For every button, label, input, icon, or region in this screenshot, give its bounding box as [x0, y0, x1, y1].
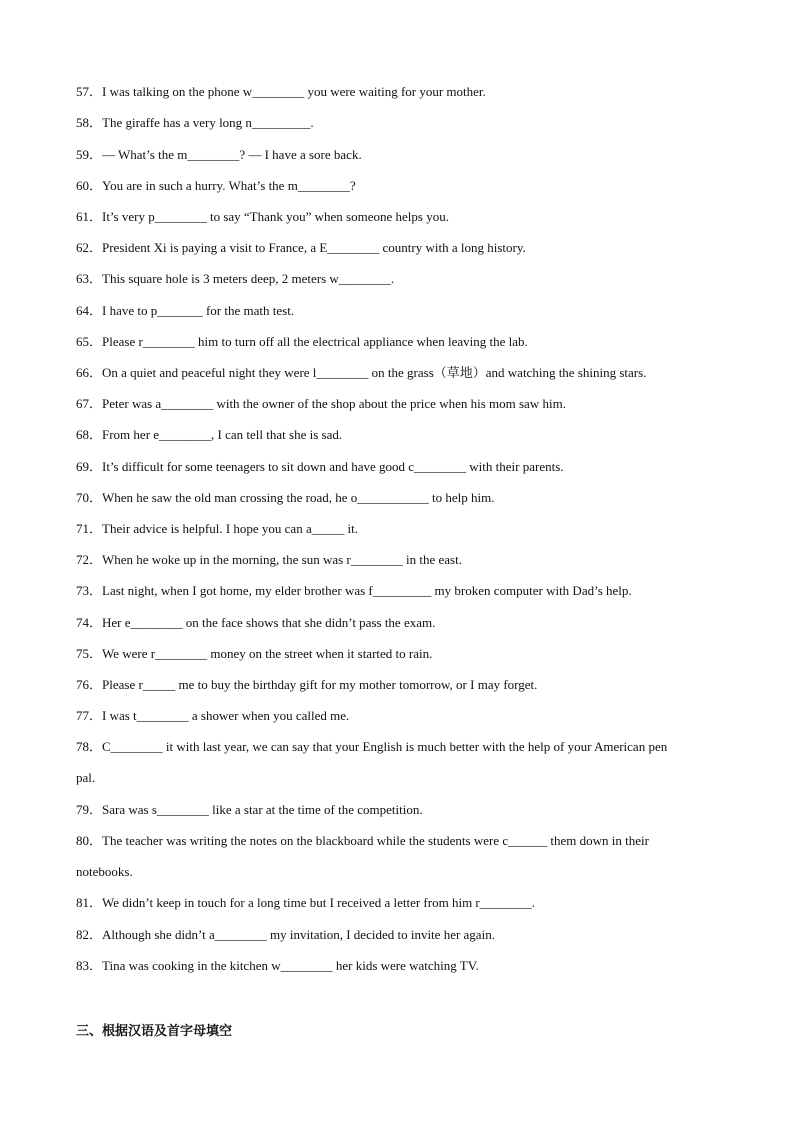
question-74: 74．Her e________ on the face shows that she didn’t pass the exam.: [76, 615, 436, 630]
question-75: 75．We were r________ money on the street when it started to rain.: [76, 646, 433, 661]
question-69: 69．It’s difficult for some teenagers to sit down and have good c________ with their parents.: [76, 459, 564, 474]
question-76: 76．Please r_____ me to buy the birthday gift for my mother tomorrow, or I may forget.: [76, 677, 538, 692]
question-77: 77．I was t________ a shower when you called me.: [76, 708, 350, 723]
question-67: 67．Peter was a________ with the owner of the shop about the price when his mom saw him.: [76, 396, 566, 411]
question-81: 81．We didn’t keep in touch for a long time but I received a letter from him r________.: [76, 895, 536, 910]
question-79: 79．Sara was s________ like a star at the time of the competition.: [76, 802, 423, 817]
question-71: 71．Their advice is helpful. I hope you can a_____ it.: [76, 521, 358, 536]
question-68: 68．From her e________, I can tell that she is sad.: [76, 427, 343, 442]
question-64: 64．I have to p_______ for the math test.: [76, 303, 295, 318]
question-78-continuation: pal.: [76, 770, 96, 785]
section-heading: 三、根据汉语及首字母填空: [76, 1024, 233, 1039]
question-70: 70．When he saw the old man crossing the road, he o___________ to help him.: [76, 490, 495, 505]
question-58: 58．The giraffe has a very long n_________.: [76, 115, 314, 130]
question-80: 80．The teacher was writing the notes on the blackboard while the students were c______ them down in their: [76, 833, 649, 848]
question-61: 61．It’s very p________ to say “Thank you” when someone helps you.: [76, 209, 449, 224]
question-57: 57．I was talking on the phone w________ you were waiting for your mother.: [76, 84, 486, 99]
question-72: 72．When he woke up in the morning, the sun was r________ in the east.: [76, 552, 462, 567]
question-66: 66．On a quiet and peaceful night they were l________ on the grass（草地）and watching the shining stars.: [76, 365, 647, 380]
question-73: 73．Last night, when I got home, my elder brother was f_________ my broken computer with Dad’s help.: [76, 583, 632, 598]
question-82: 82．Although she didn’t a________ my invitation, I decided to invite her again.: [76, 927, 495, 942]
question-78: 78．C________ it with last year, we can say that your English is much better with the help of your American pen: [76, 739, 668, 754]
question-65: 65．Please r________ him to turn off all the electrical appliance when leaving the lab.: [76, 334, 528, 349]
question-62: 62．President Xi is paying a visit to France, a E________ country with a long history.: [76, 240, 526, 255]
question-63: 63．This square hole is 3 meters deep, 2 meters w________.: [76, 271, 395, 286]
question-60: 60．You are in such a hurry. What’s the m________?: [76, 178, 356, 193]
question-80-continuation: notebooks.: [76, 864, 133, 879]
question-59: 59．— What’s the m________? — I have a sore back.: [76, 147, 362, 162]
question-83: 83．Tina was cooking in the kitchen w________ her kids were watching TV.: [76, 958, 479, 973]
